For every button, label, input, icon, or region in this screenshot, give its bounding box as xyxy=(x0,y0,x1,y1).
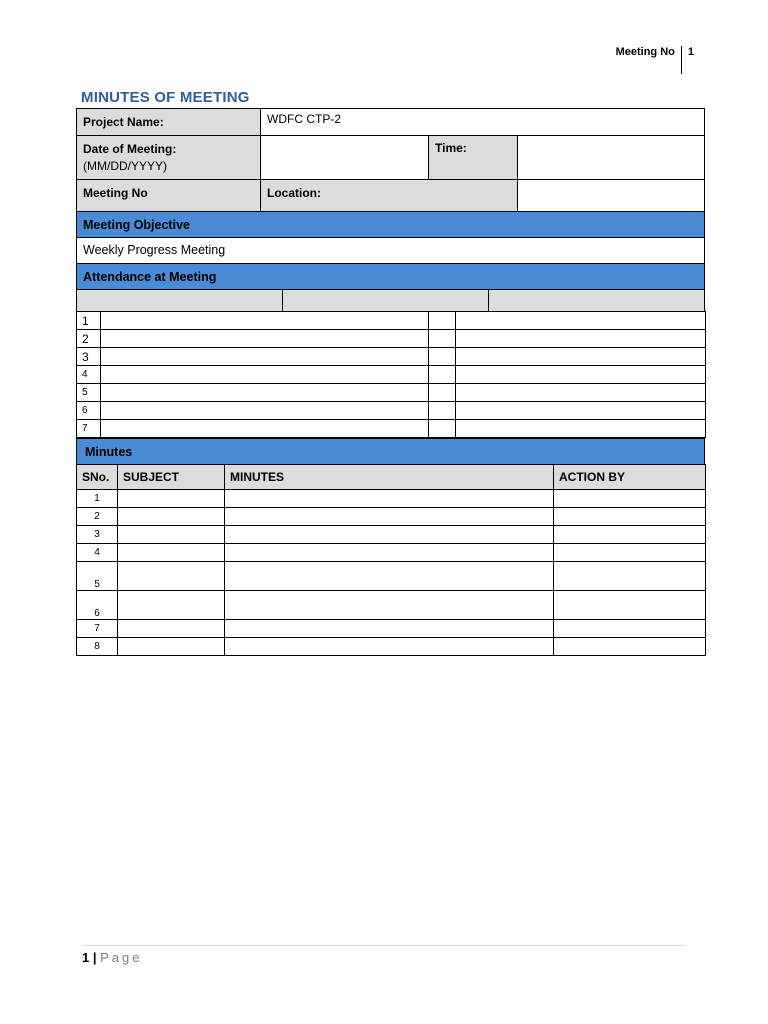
attendance-heading-bar xyxy=(76,264,705,290)
minutes-sno: 6 xyxy=(77,591,118,620)
attendance-row-number: 7 xyxy=(77,420,101,438)
minutes-heading: Minutes xyxy=(85,445,133,459)
objective-text[interactable]: Weekly Progress Meeting xyxy=(76,237,705,264)
table-row xyxy=(77,348,706,366)
project-name-label: Project Name: xyxy=(77,109,261,135)
attendance-heading: Attendance at Meeting xyxy=(83,270,217,284)
table-row xyxy=(77,384,706,402)
minutes-sno: 4 xyxy=(77,544,118,562)
attendance-table xyxy=(76,311,706,438)
minutes-cell[interactable] xyxy=(225,508,554,526)
attendance-row-number: 5 xyxy=(77,384,101,402)
minutes-sno: 7 xyxy=(77,620,118,638)
meeting-no-label: Meeting No xyxy=(77,180,261,211)
minutes-cell[interactable] xyxy=(225,526,554,544)
page-footer xyxy=(82,950,143,965)
project-name-row xyxy=(77,109,704,136)
table-row xyxy=(77,620,706,638)
attendance-row-number: 2 xyxy=(77,330,101,348)
meeting-info-table xyxy=(76,108,705,212)
attendee-mid-cell[interactable] xyxy=(429,420,456,438)
table-row xyxy=(77,508,706,526)
attendee-name-cell[interactable] xyxy=(101,366,429,384)
location-label: Location: xyxy=(261,180,518,211)
subject-cell[interactable] xyxy=(118,562,225,591)
minutes-sno: 8 xyxy=(77,638,118,656)
attendee-mid-cell[interactable] xyxy=(429,330,456,348)
table-row xyxy=(77,312,706,330)
action-by-cell[interactable] xyxy=(554,638,706,656)
date-of-meeting-label xyxy=(77,136,261,179)
date-label-line2: (MM/DD/YYYY) xyxy=(83,159,167,173)
minutes-cell[interactable] xyxy=(225,638,554,656)
attendee-name-cell[interactable] xyxy=(101,420,429,438)
attendee-name-cell[interactable] xyxy=(101,312,429,330)
minutes-sno: 2 xyxy=(77,508,118,526)
attendance-col-divider xyxy=(282,290,283,311)
subject-cell[interactable] xyxy=(118,620,225,638)
objective-heading: Meeting Objective xyxy=(83,218,190,232)
col-header-sno: SNo. xyxy=(77,465,118,490)
attendee-org-cell[interactable] xyxy=(456,402,706,420)
attendee-mid-cell[interactable] xyxy=(429,348,456,366)
subject-cell[interactable] xyxy=(118,544,225,562)
subject-cell[interactable] xyxy=(118,591,225,620)
action-by-cell[interactable] xyxy=(554,490,706,508)
table-row xyxy=(77,420,706,438)
subject-cell[interactable] xyxy=(118,490,225,508)
attendee-mid-cell[interactable] xyxy=(429,384,456,402)
col-header-subject: SUBJECT xyxy=(118,465,225,490)
attendance-row-number: 3 xyxy=(77,348,101,366)
attendee-org-cell[interactable] xyxy=(456,330,706,348)
table-row xyxy=(77,591,706,620)
minutes-cell[interactable] xyxy=(225,620,554,638)
location-value[interactable] xyxy=(518,180,704,211)
col-header-minutes: MINUTES xyxy=(225,465,554,490)
attendance-col-divider xyxy=(488,290,489,311)
table-row xyxy=(77,402,706,420)
attendee-mid-cell[interactable] xyxy=(429,366,456,384)
attendance-header-row xyxy=(76,289,705,312)
action-by-cell[interactable] xyxy=(554,544,706,562)
footer-page-label: Page xyxy=(100,950,143,965)
minutes-cell[interactable] xyxy=(225,490,554,508)
project-name-value[interactable]: WDFC CTP-2 xyxy=(267,112,341,126)
footer-rule xyxy=(82,945,686,946)
header-page-number: 1 xyxy=(687,46,694,58)
minutes-table xyxy=(76,464,706,656)
header-meeting-no-label: Meeting No xyxy=(615,46,675,58)
meeting-no-location-row xyxy=(77,180,704,211)
action-by-cell[interactable] xyxy=(554,620,706,638)
table-row xyxy=(77,330,706,348)
minutes-cell[interactable] xyxy=(225,544,554,562)
minutes-sno: 5 xyxy=(77,562,118,591)
minutes-cell[interactable] xyxy=(225,562,554,591)
minutes-heading-bar xyxy=(76,438,705,464)
table-row xyxy=(77,544,706,562)
attendee-org-cell[interactable] xyxy=(456,348,706,366)
table-row xyxy=(77,638,706,656)
date-label-line1: Date of Meeting: xyxy=(83,142,177,156)
document-title: MINUTES OF MEETING xyxy=(81,89,250,106)
attendee-org-cell[interactable] xyxy=(456,384,706,402)
time-label: Time: xyxy=(429,136,518,179)
date-of-meeting-value[interactable] xyxy=(261,136,429,179)
minutes-sno: 1 xyxy=(77,490,118,508)
subject-cell[interactable] xyxy=(118,508,225,526)
action-by-cell[interactable] xyxy=(554,591,706,620)
attendance-row-number: 4 xyxy=(77,366,101,384)
attendance-row-number: 1 xyxy=(77,312,101,330)
attendee-name-cell[interactable] xyxy=(101,330,429,348)
subject-cell[interactable] xyxy=(118,638,225,656)
time-value[interactable] xyxy=(518,136,704,179)
attendee-name-cell[interactable] xyxy=(101,348,429,366)
page-header xyxy=(616,46,694,74)
objective-heading-bar xyxy=(76,211,705,237)
date-time-row xyxy=(77,136,704,180)
footer-separator: | xyxy=(92,950,97,965)
action-by-cell[interactable] xyxy=(554,526,706,544)
minutes-cell[interactable] xyxy=(225,591,554,620)
attendee-mid-cell[interactable] xyxy=(429,312,456,330)
table-row xyxy=(77,562,706,591)
action-by-cell[interactable] xyxy=(554,562,706,591)
table-row xyxy=(77,526,706,544)
col-header-action-by: ACTION BY xyxy=(554,465,706,490)
attendee-org-cell[interactable] xyxy=(456,366,706,384)
action-by-cell[interactable] xyxy=(554,508,706,526)
attendee-name-cell[interactable] xyxy=(101,384,429,402)
minutes-header-row xyxy=(77,465,706,490)
attendee-org-cell[interactable] xyxy=(456,420,706,438)
footer-page-number: 1 xyxy=(82,950,90,965)
attendee-mid-cell[interactable] xyxy=(429,402,456,420)
table-row xyxy=(77,366,706,384)
attendance-row-number: 6 xyxy=(77,402,101,420)
minutes-sno: 3 xyxy=(77,526,118,544)
attendee-org-cell[interactable] xyxy=(456,312,706,330)
table-row xyxy=(77,490,706,508)
subject-cell[interactable] xyxy=(118,526,225,544)
attendee-name-cell[interactable] xyxy=(101,402,429,420)
